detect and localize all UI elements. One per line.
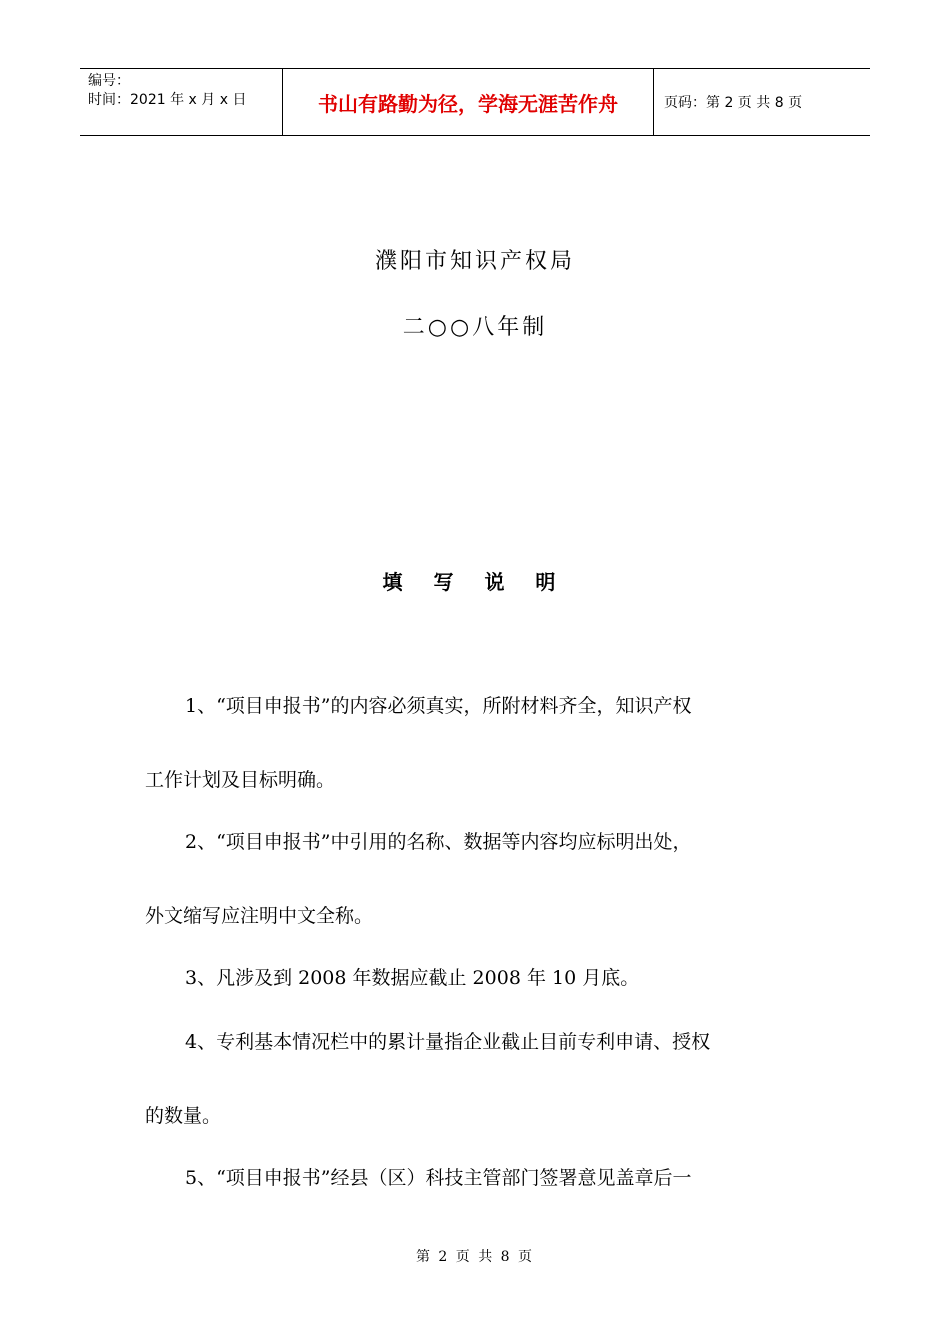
header-left-cell <box>80 69 282 135</box>
page-footer: 第 2 页 共 8 页 <box>415 1249 535 1265</box>
motto-text: 书山有路勤为径，学海无涯苦作舟 <box>318 91 618 116</box>
instruction-line-4: 外文缩写应注明中文全称。 <box>145 905 374 927</box>
page-info-text: 页码：第 2 页 共 8 页 <box>664 95 803 111</box>
instruction-line-6: 4、专利基本情况栏中的累计量指企业截止目前专利申请、授权 <box>185 1031 711 1053</box>
instruction-line-1: 1、“项目申报书”的内容必须真实，所附材料齐全，知识产权 <box>185 695 692 717</box>
serial-label: 编号： <box>88 73 130 89</box>
instruction-line-2: 工作计划及目标明确。 <box>145 769 336 791</box>
organization-name: 濮阳市知识产权局 <box>374 249 575 274</box>
instruction-line-5: 3、凡涉及到 2008 年数据应截止 2008 年 10 月底。 <box>185 967 640 989</box>
year-made: 二○○八年制 <box>402 315 548 340</box>
instruction-line-3: 2、“项目申报书”中引用的名称、数据等内容均应标明出处， <box>185 831 692 853</box>
instruction-line-8: 5、“项目申报书”经县（区）科技主管部门签署意见盖章后一 <box>185 1167 692 1189</box>
instructions-title: 填 写 说 明 <box>382 570 568 594</box>
date-text: 时间：2021 年 x 月 x 日 <box>88 92 247 108</box>
motto-cell <box>282 69 654 135</box>
page-info-cell <box>654 69 870 135</box>
instruction-line-7: 的数量。 <box>145 1105 222 1127</box>
header-table <box>80 68 870 136</box>
